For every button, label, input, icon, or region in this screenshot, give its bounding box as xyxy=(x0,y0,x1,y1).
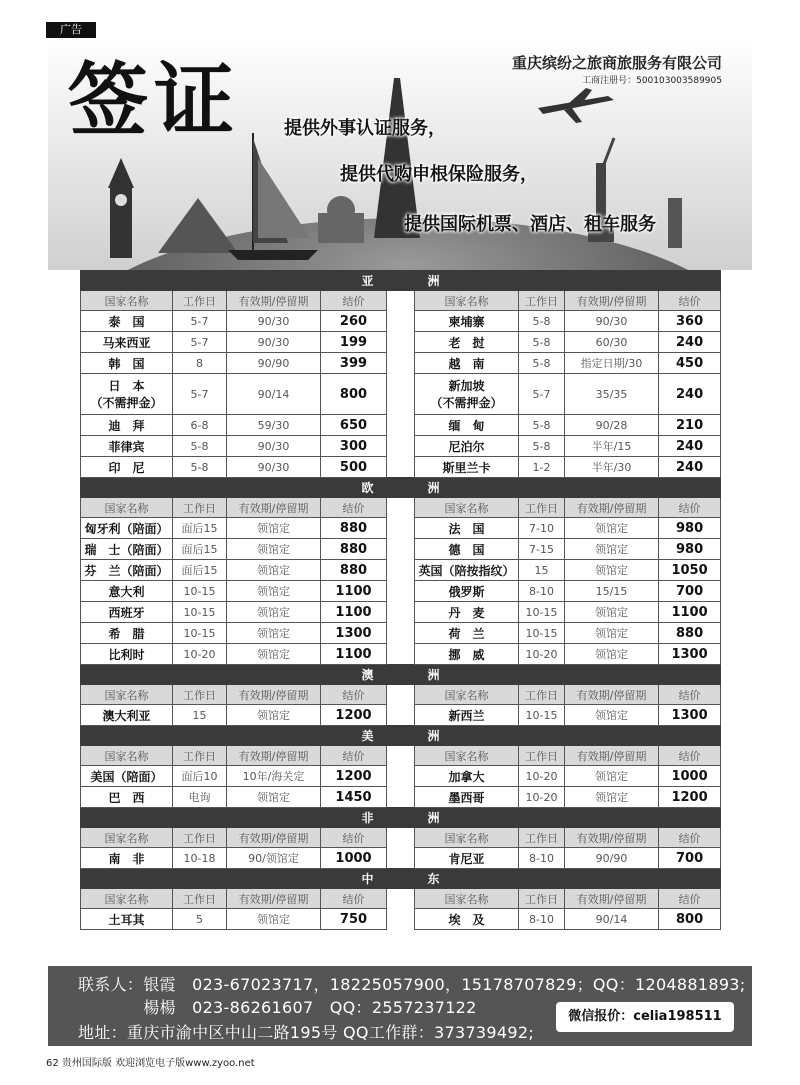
price: 1100 xyxy=(321,581,387,602)
price: 1300 xyxy=(659,705,721,726)
work-days: 5-7 xyxy=(173,311,227,332)
country-name: 英国（陪按指纹） xyxy=(415,560,519,581)
column-gap xyxy=(387,415,415,436)
country-name: 肯尼亚 xyxy=(415,848,519,869)
price: 240 xyxy=(659,374,721,415)
column-header: 国家名称 xyxy=(81,685,173,705)
price: 240 xyxy=(659,457,721,478)
price: 399 xyxy=(321,353,387,374)
country-name: 芬 兰（陪面） xyxy=(81,560,173,581)
price: 260 xyxy=(321,311,387,332)
price: 700 xyxy=(659,581,721,602)
column-gap xyxy=(387,644,415,665)
table-row xyxy=(81,374,721,415)
column-header: 工作日 xyxy=(173,746,227,766)
price: 1300 xyxy=(321,623,387,644)
page-footer: 62 贵州国际版 欢迎浏览电子版www.zyoo.net xyxy=(46,1058,255,1069)
country-name: 巴 西 xyxy=(81,787,173,808)
column-header: 国家名称 xyxy=(81,828,173,848)
column-gap xyxy=(387,291,415,311)
validity: 领馆定 xyxy=(227,909,321,930)
column-header: 国家名称 xyxy=(415,828,519,848)
price: 1450 xyxy=(321,787,387,808)
table-row xyxy=(81,766,721,787)
validity: 领馆定 xyxy=(227,581,321,602)
country-name: 比利时 xyxy=(81,644,173,665)
price: 1100 xyxy=(659,602,721,623)
country-name: 希 腊 xyxy=(81,623,173,644)
banner xyxy=(48,38,752,270)
country-name: 加拿大 xyxy=(415,766,519,787)
country-name: 意大利 xyxy=(81,581,173,602)
country-name: 尼泊尔 xyxy=(415,436,519,457)
validity: 90/14 xyxy=(565,909,659,930)
region-name: 中东 xyxy=(81,869,721,889)
work-days: 10-15 xyxy=(519,623,565,644)
column-header: 国家名称 xyxy=(415,685,519,705)
column-header: 工作日 xyxy=(173,889,227,909)
region-name: 澳洲 xyxy=(81,665,721,685)
column-header: 工作日 xyxy=(519,828,565,848)
country-name: 印 尼 xyxy=(81,457,173,478)
validity: 90/28 xyxy=(565,415,659,436)
country-name: 斯里兰卡 xyxy=(415,457,519,478)
column-gap xyxy=(387,498,415,518)
column-gap xyxy=(387,311,415,332)
work-days: 面后15 xyxy=(173,560,227,581)
work-days: 1-2 xyxy=(519,457,565,478)
country-name: 荷 兰 xyxy=(415,623,519,644)
price: 1050 xyxy=(659,560,721,581)
validity: 领馆定 xyxy=(565,602,659,623)
work-days: 10-18 xyxy=(173,848,227,869)
column-gap xyxy=(387,602,415,623)
column-gap xyxy=(387,909,415,930)
column-gap xyxy=(387,623,415,644)
column-header: 国家名称 xyxy=(415,889,519,909)
column-header: 有效期/停留期 xyxy=(565,498,659,518)
work-days: 10-15 xyxy=(519,602,565,623)
column-gap xyxy=(387,353,415,374)
validity: 90/90 xyxy=(565,848,659,869)
column-gap xyxy=(387,436,415,457)
work-days: 5-8 xyxy=(519,415,565,436)
column-header: 有效期/停留期 xyxy=(565,828,659,848)
visa-price-table xyxy=(80,270,721,930)
work-days: 10-20 xyxy=(519,787,565,808)
work-days: 7-15 xyxy=(519,539,565,560)
validity: 90/14 xyxy=(227,374,321,415)
column-header: 国家名称 xyxy=(81,889,173,909)
price: 650 xyxy=(321,415,387,436)
validity: 15/15 xyxy=(565,581,659,602)
work-days: 5-7 xyxy=(173,332,227,353)
country-name: 匈牙利（陪面） xyxy=(81,518,173,539)
country-name: 南 非 xyxy=(81,848,173,869)
region-header xyxy=(81,869,721,889)
table-row xyxy=(81,581,721,602)
column-header: 工作日 xyxy=(173,685,227,705)
validity: 10年/海关定 xyxy=(227,766,321,787)
column-header: 有效期/停留期 xyxy=(227,889,321,909)
table-row xyxy=(81,705,721,726)
country-name: 缅 甸 xyxy=(415,415,519,436)
column-header: 工作日 xyxy=(173,291,227,311)
work-days: 10-20 xyxy=(519,766,565,787)
work-days: 5-7 xyxy=(173,374,227,415)
work-days: 10-15 xyxy=(173,623,227,644)
validity: 59/30 xyxy=(227,415,321,436)
wechat-quote: 微信报价：celia198511 xyxy=(556,1002,734,1032)
column-header: 国家名称 xyxy=(81,498,173,518)
table-row xyxy=(81,311,721,332)
column-header: 工作日 xyxy=(519,291,565,311)
column-gap xyxy=(387,560,415,581)
region-header xyxy=(81,808,721,828)
price: 500 xyxy=(321,457,387,478)
price: 1200 xyxy=(659,787,721,808)
validity: 60/30 xyxy=(565,332,659,353)
validity: 90/领馆定 xyxy=(227,848,321,869)
work-days: 15 xyxy=(519,560,565,581)
table-row xyxy=(81,848,721,869)
work-days: 8-10 xyxy=(519,581,565,602)
work-days: 10-20 xyxy=(519,644,565,665)
country-name: 日 本 （不需押金） xyxy=(81,374,173,415)
price-sheet xyxy=(80,270,720,930)
region-name: 非洲 xyxy=(81,808,721,828)
table-row xyxy=(81,457,721,478)
validity: 领馆定 xyxy=(565,623,659,644)
column-header-row xyxy=(81,498,721,518)
validity: 90/30 xyxy=(227,457,321,478)
country-name: 迪 拜 xyxy=(81,415,173,436)
column-header: 结价 xyxy=(321,828,387,848)
price: 1000 xyxy=(321,848,387,869)
column-header: 工作日 xyxy=(173,828,227,848)
country-name: 菲律宾 xyxy=(81,436,173,457)
work-days: 8 xyxy=(173,353,227,374)
country-name: 俄罗斯 xyxy=(415,581,519,602)
validity: 领馆定 xyxy=(227,539,321,560)
column-gap xyxy=(387,848,415,869)
column-header: 有效期/停留期 xyxy=(565,889,659,909)
country-name: 埃 及 xyxy=(415,909,519,930)
column-header: 结价 xyxy=(659,685,721,705)
validity: 领馆定 xyxy=(565,766,659,787)
work-days: 5-7 xyxy=(519,374,565,415)
column-header: 有效期/停留期 xyxy=(565,746,659,766)
work-days: 10-15 xyxy=(173,581,227,602)
table-row xyxy=(81,353,721,374)
price: 199 xyxy=(321,332,387,353)
work-days: 7-10 xyxy=(519,518,565,539)
column-header: 国家名称 xyxy=(415,291,519,311)
price: 1100 xyxy=(321,602,387,623)
work-days: 5-8 xyxy=(519,332,565,353)
column-header: 工作日 xyxy=(173,498,227,518)
contact-line-1: 联系人：银霞 023-67023717，18225057900，15178707829；QQ：1204881893; xyxy=(78,975,746,994)
column-header-row xyxy=(81,828,721,848)
column-header: 有效期/停留期 xyxy=(227,498,321,518)
column-header: 有效期/停留期 xyxy=(565,291,659,311)
work-days: 电询 xyxy=(173,787,227,808)
column-header-row xyxy=(81,685,721,705)
page-title: 签证 xyxy=(68,53,240,147)
country-name: 德 国 xyxy=(415,539,519,560)
price: 1200 xyxy=(321,766,387,787)
validity: 领馆定 xyxy=(227,787,321,808)
work-days: 面后15 xyxy=(173,539,227,560)
validity: 90/30 xyxy=(227,436,321,457)
column-header: 结价 xyxy=(659,746,721,766)
country-name: 新西兰 xyxy=(415,705,519,726)
table-row xyxy=(81,415,721,436)
country-name: 马来西亚 xyxy=(81,332,173,353)
work-days: 5 xyxy=(173,909,227,930)
slogan-1: 提供外事认证服务， xyxy=(284,118,446,139)
table-row xyxy=(81,560,721,581)
region-name: 欧洲 xyxy=(81,478,721,498)
column-gap xyxy=(387,332,415,353)
column-header: 工作日 xyxy=(519,889,565,909)
price: 700 xyxy=(659,848,721,869)
column-header: 国家名称 xyxy=(415,746,519,766)
column-gap xyxy=(387,518,415,539)
work-days: 5-8 xyxy=(519,436,565,457)
price: 360 xyxy=(659,311,721,332)
column-gap xyxy=(387,746,415,766)
column-header: 结价 xyxy=(321,291,387,311)
column-header: 有效期/停留期 xyxy=(227,828,321,848)
column-gap xyxy=(387,685,415,705)
country-name: 墨西哥 xyxy=(415,787,519,808)
country-name: 越 南 xyxy=(415,353,519,374)
column-gap xyxy=(387,828,415,848)
table-row xyxy=(81,623,721,644)
country-name: 法 国 xyxy=(415,518,519,539)
work-days: 8-10 xyxy=(519,909,565,930)
price: 880 xyxy=(321,560,387,581)
price: 880 xyxy=(321,539,387,560)
work-days: 6-8 xyxy=(173,415,227,436)
price: 240 xyxy=(659,332,721,353)
table-row xyxy=(81,644,721,665)
validity: 半年/30 xyxy=(565,457,659,478)
tower-icon xyxy=(668,198,682,248)
column-gap xyxy=(387,539,415,560)
price: 800 xyxy=(659,909,721,930)
slogan-3: 提供国际机票、酒店、租车服务 xyxy=(404,214,656,235)
country-name: 土耳其 xyxy=(81,909,173,930)
country-name: 西班牙 xyxy=(81,602,173,623)
region-name: 美洲 xyxy=(81,726,721,746)
country-name: 韩 国 xyxy=(81,353,173,374)
validity: 领馆定 xyxy=(227,705,321,726)
column-header: 工作日 xyxy=(519,746,565,766)
work-days: 5-8 xyxy=(519,353,565,374)
validity: 领馆定 xyxy=(227,623,321,644)
validity: 领馆定 xyxy=(565,705,659,726)
address-line: 地址：重庆市渝中区中山二路195号 QQ工作群：373739492; xyxy=(78,1023,535,1042)
validity: 领馆定 xyxy=(227,644,321,665)
table-row xyxy=(81,539,721,560)
column-header: 结价 xyxy=(659,291,721,311)
validity: 领馆定 xyxy=(565,539,659,560)
price: 240 xyxy=(659,436,721,457)
work-days: 5-8 xyxy=(519,311,565,332)
country-name: 老 挝 xyxy=(415,332,519,353)
price: 450 xyxy=(659,353,721,374)
price: 1300 xyxy=(659,644,721,665)
column-header: 工作日 xyxy=(519,685,565,705)
slogan-2: 提供代购申根保险服务， xyxy=(340,164,538,185)
column-header: 有效期/停留期 xyxy=(227,685,321,705)
ad-tag: 广告 xyxy=(46,22,96,38)
work-days: 5-8 xyxy=(173,457,227,478)
work-days: 面后15 xyxy=(173,518,227,539)
column-header: 有效期/停留期 xyxy=(227,291,321,311)
region-header xyxy=(81,665,721,685)
validity: 指定日期/30 xyxy=(565,353,659,374)
column-gap xyxy=(387,581,415,602)
column-gap xyxy=(387,889,415,909)
table-row xyxy=(81,518,721,539)
column-gap xyxy=(387,457,415,478)
work-days: 8-10 xyxy=(519,848,565,869)
work-days: 10-15 xyxy=(173,602,227,623)
registration-number: 工商注册号：500103003589905 xyxy=(582,76,722,86)
column-header-row xyxy=(81,746,721,766)
work-days: 面后10 xyxy=(173,766,227,787)
contact-footer xyxy=(48,966,752,1046)
work-days: 5-8 xyxy=(173,436,227,457)
column-header: 结价 xyxy=(659,498,721,518)
column-header: 有效期/停留期 xyxy=(565,685,659,705)
price: 210 xyxy=(659,415,721,436)
price: 300 xyxy=(321,436,387,457)
price: 1000 xyxy=(659,766,721,787)
column-header: 国家名称 xyxy=(415,498,519,518)
price: 980 xyxy=(659,518,721,539)
price: 880 xyxy=(321,518,387,539)
country-name: 柬埔寨 xyxy=(415,311,519,332)
column-header-row xyxy=(81,291,721,311)
table-row xyxy=(81,436,721,457)
price: 750 xyxy=(321,909,387,930)
validity: 90/30 xyxy=(227,332,321,353)
region-name: 亚洲 xyxy=(81,271,721,291)
work-days: 10-15 xyxy=(519,705,565,726)
validity: 领馆定 xyxy=(227,602,321,623)
price: 980 xyxy=(659,539,721,560)
column-header: 结价 xyxy=(321,746,387,766)
validity: 领馆定 xyxy=(565,644,659,665)
country-name: 新加坡 （不需押金） xyxy=(415,374,519,415)
table-row xyxy=(81,909,721,930)
validity: 90/30 xyxy=(227,311,321,332)
country-name: 瑞 士（陪面） xyxy=(81,539,173,560)
region-header xyxy=(81,478,721,498)
work-days: 15 xyxy=(173,705,227,726)
column-header: 国家名称 xyxy=(81,291,173,311)
price: 800 xyxy=(321,374,387,415)
work-days: 10-20 xyxy=(173,644,227,665)
column-header: 结价 xyxy=(659,889,721,909)
country-name: 丹 麦 xyxy=(415,602,519,623)
country-name: 挪 威 xyxy=(415,644,519,665)
price: 880 xyxy=(659,623,721,644)
column-header: 工作日 xyxy=(519,498,565,518)
column-header: 结价 xyxy=(321,498,387,518)
price: 1200 xyxy=(321,705,387,726)
country-name: 泰 国 xyxy=(81,311,173,332)
country-name: 澳大利亚 xyxy=(81,705,173,726)
validity: 领馆定 xyxy=(227,560,321,581)
validity: 90/90 xyxy=(227,353,321,374)
validity: 领馆定 xyxy=(565,787,659,808)
column-gap xyxy=(387,705,415,726)
table-row xyxy=(81,602,721,623)
column-gap xyxy=(387,787,415,808)
validity: 领馆定 xyxy=(227,518,321,539)
validity: 90/30 xyxy=(565,311,659,332)
table-row xyxy=(81,332,721,353)
column-header: 有效期/停留期 xyxy=(227,746,321,766)
table-row xyxy=(81,787,721,808)
price: 1100 xyxy=(321,644,387,665)
validity: 领馆定 xyxy=(565,560,659,581)
column-header: 结价 xyxy=(321,685,387,705)
validity: 领馆定 xyxy=(565,518,659,539)
column-header: 国家名称 xyxy=(81,746,173,766)
column-header: 结价 xyxy=(321,889,387,909)
company-name: 重庆缤纷之旅商旅服务有限公司 xyxy=(511,54,722,72)
column-header: 结价 xyxy=(659,828,721,848)
region-header xyxy=(81,726,721,746)
column-header-row xyxy=(81,889,721,909)
column-gap xyxy=(387,374,415,415)
contact-line-2: 楊楊 023-86261607 QQ：2557237122 xyxy=(78,998,477,1017)
country-name: 美国（陪面） xyxy=(81,766,173,787)
validity: 35/35 xyxy=(565,374,659,415)
validity: 半年/15 xyxy=(565,436,659,457)
column-gap xyxy=(387,766,415,787)
region-header xyxy=(81,271,721,291)
